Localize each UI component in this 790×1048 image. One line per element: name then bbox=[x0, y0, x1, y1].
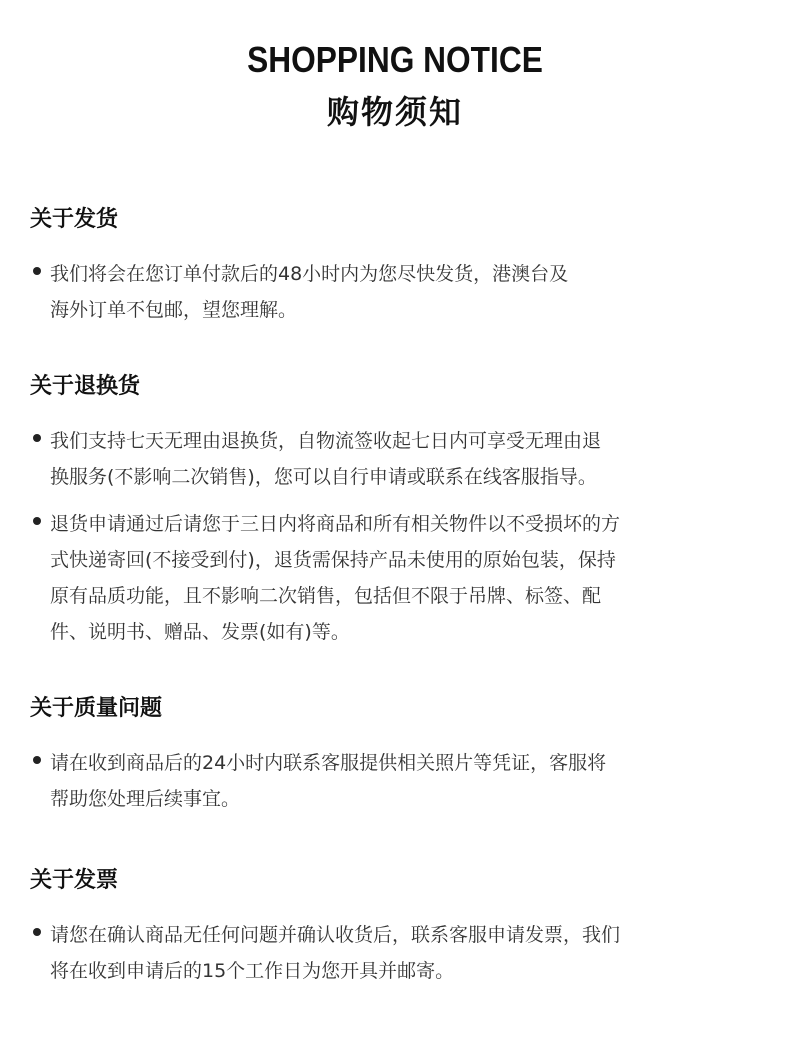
item-text: 请您在确认商品无任何问题并确认收货后，联系客服申请发票，我们 将在收到申请后的15个工作日为您开具并邮寄。 bbox=[50, 924, 621, 982]
page-header bbox=[0, 40, 790, 132]
section-heading: 关于退换货 bbox=[30, 374, 141, 399]
bullet-dot-icon bbox=[33, 517, 41, 525]
item-list bbox=[30, 745, 760, 817]
section-invoice bbox=[30, 866, 760, 1000]
bullet-dot-icon bbox=[33, 267, 41, 275]
item-list bbox=[30, 256, 760, 328]
section-shipping bbox=[30, 205, 760, 339]
bullet-dot-icon bbox=[33, 928, 41, 936]
item-list bbox=[30, 917, 760, 989]
item-text: 请在收到商品后的24小时内联系客服提供相关照片等凭证，客服将 帮助您处理后续事宜。 bbox=[50, 752, 607, 810]
item-text: 退货申请通过后请您于三日内将商品和所有相关物件以不受损坏的方 式快递寄回(不接受到付)，退货需保持产品未使用的原始包装，保持 原有品质功能，且不影响二次销售，包括但不限于吊牌、标签、配 件、说明书、赠品、发票(如有)等。 bbox=[50, 513, 621, 643]
bullet-dot-icon bbox=[33, 756, 41, 764]
item-text: 我们将会在您订单付款后的48小时内为您尽快发货，港澳台及 海外订单不包邮，望您理解。 bbox=[50, 263, 569, 321]
bullet-dot-icon bbox=[33, 434, 41, 442]
item-text: 我们支持七天无理由退换货，自物流签收起七日内可享受无理由退 换服务(不影响二次销售)，您可以自行申请或联系在线客服指导。 bbox=[50, 430, 602, 488]
page-title-chinese: 购物须知 bbox=[326, 93, 463, 131]
section-heading: 关于质量问题 bbox=[30, 696, 163, 721]
page-title-english: SHOPPING NOTICE bbox=[247, 39, 543, 80]
section-returns bbox=[30, 372, 760, 661]
section-heading: 关于发票 bbox=[30, 868, 119, 893]
section-quality bbox=[30, 694, 760, 828]
list-item bbox=[30, 917, 760, 989]
list-item bbox=[30, 423, 760, 495]
list-item bbox=[30, 256, 760, 328]
section-heading: 关于发货 bbox=[30, 207, 119, 232]
list-item bbox=[30, 506, 760, 650]
item-list bbox=[30, 423, 760, 650]
list-item bbox=[30, 745, 760, 817]
